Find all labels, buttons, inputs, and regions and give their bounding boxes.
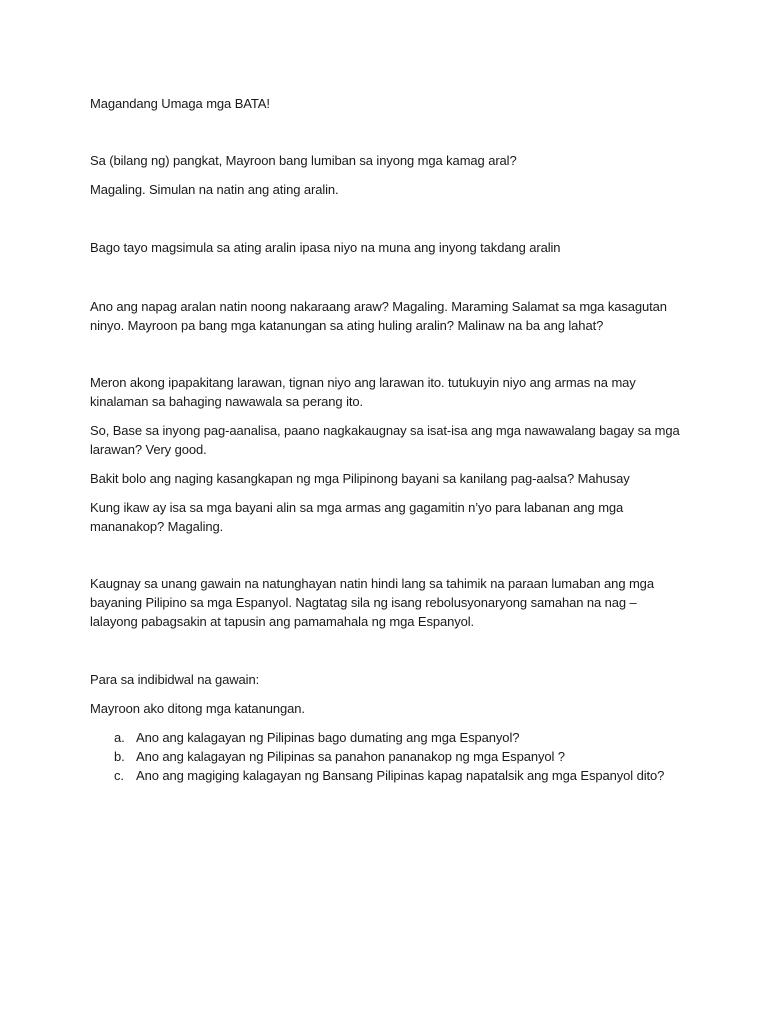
list-item [90, 747, 710, 766]
list-item [90, 766, 710, 785]
hero-question-paragraph: Kung ikaw ay isa sa mga bayani alin sa mga armas ang gagamitin n’yo para labanan ang mga mananakop? Magaling. [90, 500, 624, 534]
greeting-text: Magandang Umaga mga BATA! [90, 96, 270, 111]
analysis-question-paragraph: So, Base sa inyong pag-aanalisa, paano nagkakaugnay sa isat-isa ang mga nawawalang bagay sa mga larawan? Very good. [90, 423, 680, 457]
list-marker: a. [114, 730, 125, 745]
start-lesson-text: Magaling. Simulan na natin ang ating aralin. [90, 182, 339, 197]
list-marker: b. [114, 749, 125, 764]
attendance-question: Sa (bilang ng) pangkat, Mayroon bang lumiban sa inyong mga kamag aral? [90, 153, 517, 168]
list-marker: c. [114, 768, 124, 783]
picture-intro-paragraph: Meron akong ipapakitang larawan, tignan niyo ang larawan ito. tutukuyin niyo ang armas na may kinalaman sa bahaging nawawala sa perang ito. [90, 375, 636, 409]
list-item-text: Ano ang kalagayan ng Pilipinas bago dumating ang mga Espanyol? [136, 730, 520, 745]
list-item [90, 728, 710, 747]
individual-task-heading: Para sa indibidwal na gawain: [90, 672, 260, 687]
list-item-text: Ano ang kalagayan ng Pilipinas sa panahon pananakop ng mga Espanyol ? [136, 749, 565, 764]
list-item-text: Ano ang magiging kalagayan ng Bansang Pilipinas kapag napatalsik ang mga Espanyol dito? [136, 768, 665, 783]
homework-text: Bago tayo magsimula sa ating aralin ipasa niyo na muna ang inyong takdang aralin [90, 240, 561, 255]
question-list [90, 728, 710, 785]
bolo-question: Bakit bolo ang naging kasangkapan ng mga Pilipinong bayani sa kanilang pag-aalsa? Mahusay [90, 471, 630, 486]
questions-intro: Mayroon ako ditong mga katanungan. [90, 701, 305, 716]
connection-paragraph: Kaugnay sa unang gawain na natunghayan natin hindi lang sa tahimik na paraan lumaban ang mga bayaning Pilipino sa mga Espanyol. Nagtatag sila ng isang rebolusyonaryong samahan na nag – lalayong pabagsakin at tapusin ang pamamahala ng mga Espanyol. [90, 576, 654, 629]
review-paragraph: Ano ang napag aralan natin noong nakaraang araw? Magaling. Maraming Salamat sa mga kasagutan ninyo. Mayroon pa bang mga katanungan sa ating huling aralin? Malinaw na ba ang lahat? [90, 299, 667, 333]
